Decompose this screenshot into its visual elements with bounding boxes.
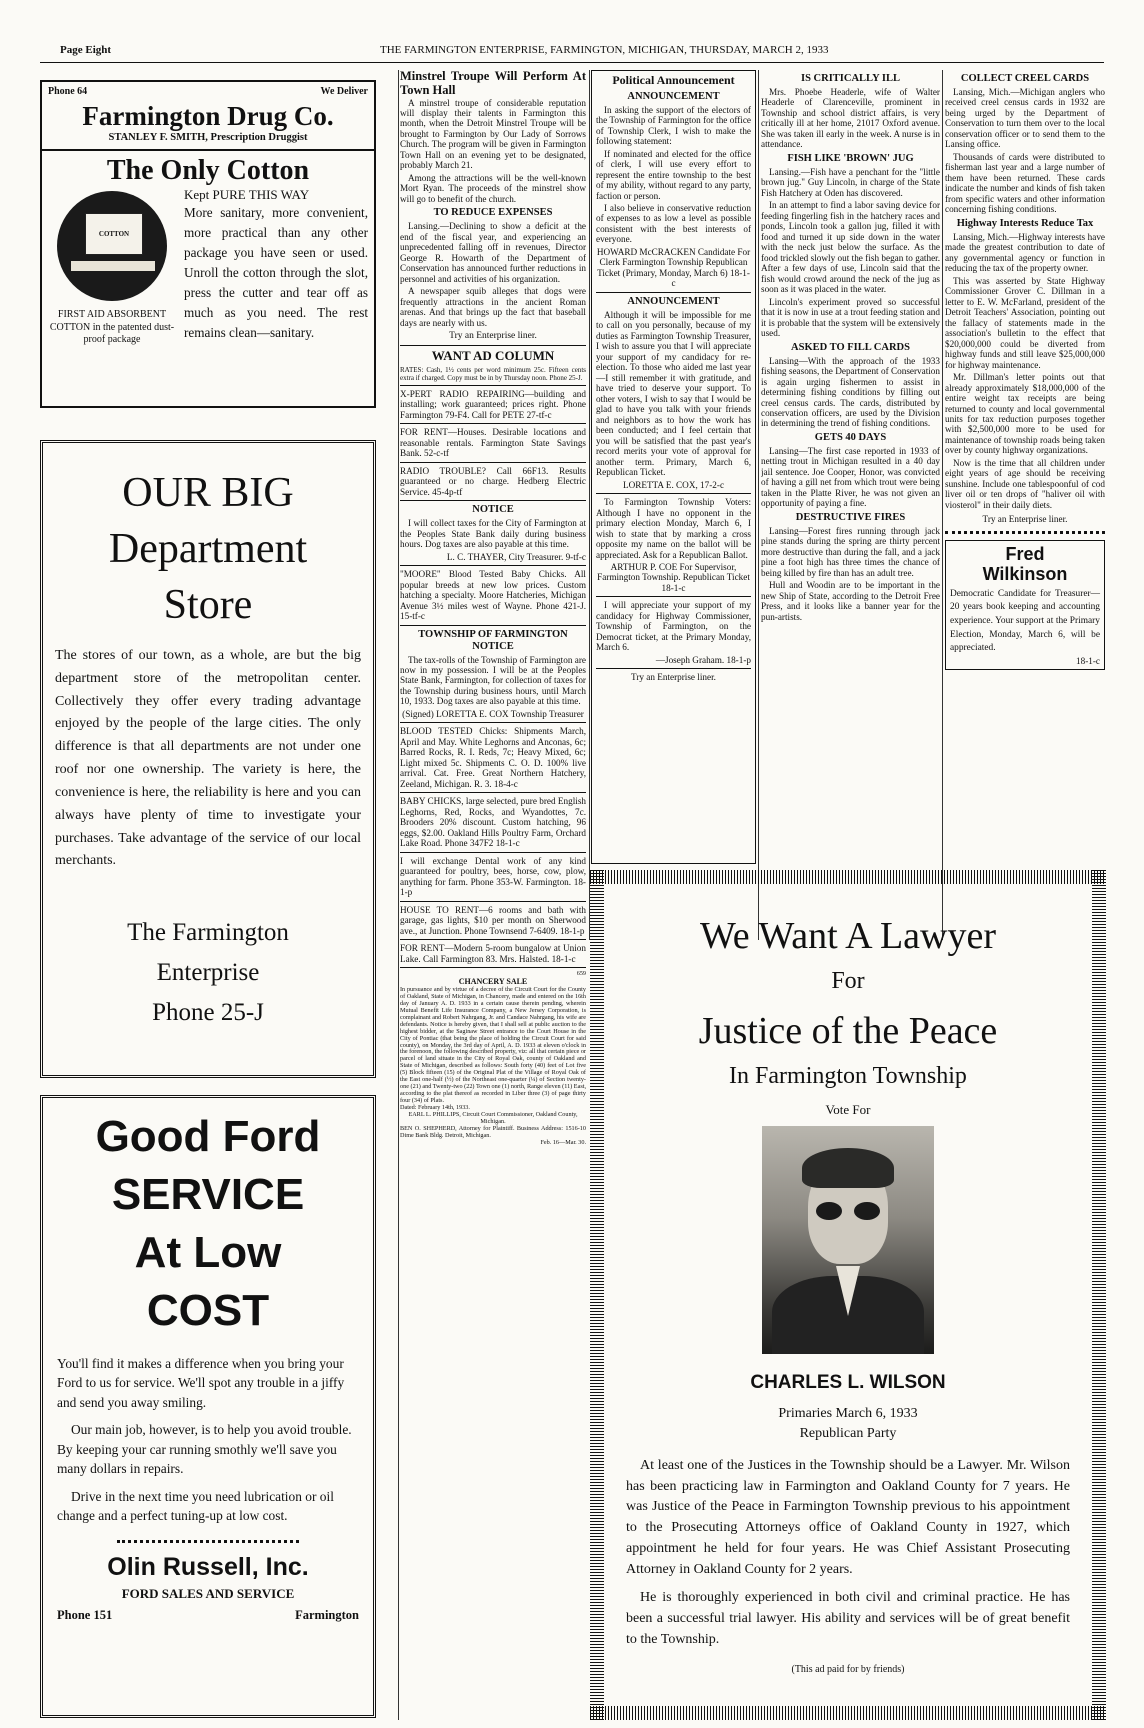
ford-tagline: FORD SALES AND SERVICE [121,1585,295,1601]
classified-ad: FOR RENT—Houses. Desirable locations and reasonable rentals. Farmington State Savings Bank. 52-c-tf [400,427,586,459]
masthead-rule [40,62,1104,63]
dept-footer3: Phone 25-J [152,999,264,1027]
article-paragraph: I also believe in conservative reduction of expenses to as low a level as possible consistent with the best interests of everyone. [596,203,751,245]
reduce-headline: TO REDUCE EXPENSES [433,207,553,219]
ford-line3: At Low [134,1228,282,1277]
classified-ad: FOR RENT—Modern 5-room bungalow at Union Lake. Call Farmington 83. Mrs. Halsted. 18-1-c [400,943,586,964]
announcement-signature: —Joseph Graham. 18-1-p [655,654,751,665]
classified-ad: RADIO TROUBLE? Call 66F13. Results guaranteed or no charge. Hedberg Electric Service. 45-4p-tf [400,465,586,497]
lawyer-party: Republican Party [799,1426,897,1441]
article-paragraph: Lansing.—Declining to show a deficit at the end of the fiscal year, and experiencing an unprecedented falling off in revenues, Director George R. Howarth of the Department of Conservation has announced further reductions in personnel and activities of his organization. [400,221,586,284]
article-paragraph: Mrs. Phoebe Headerle, wife of Walter Headerle of Clarenceville, prominent in Township and school district affairs, is very critically ill at her home, 21017 Oxford avenue. She was taken ill early in the week. A nurse is in attendance. [761,86,940,150]
drug-caption: FIRST AID ABSORBENT COTTON in the patented dust-proof package [49,309,175,345]
drug-co-ad [40,80,376,408]
article-paragraph: I will appreciate your support of my candidacy for Highway Commissioner, Township of Farmington, on the Democrat ticket, at the Primary Monday, March 6. [596,600,751,653]
dept-footer1: The Farmington [127,919,289,947]
article-paragraph: A newspaper squib alleges that dogs were frequently attractions in the ancient Roman arenas. And that brings up the fact that baseball days are nearly with us. [400,286,586,328]
article-paragraph: Lansing—With the approach of the 1933 fishing seasons, the Department of Conservation is again urging fishermen to assist in determining fishing conditions by filling out creel census cards. The cards, distributed by conservation officers, are used by the Division in determining the trend of fishing conditions. [761,355,940,429]
lawyer-p2: He is thoroughly experienced in both civil and criminal practice. He has been a successful trial lawyer. His ability and services will be of great benefit to the Township. [626,1590,1070,1647]
classified-ad: BABY CHICKS, large selected, pure bred English Leghorns, Red, Rocks, and Wyandottes, 7c. Brooders 20% discount. Custom hatching, 96 eggs, $2.00. Oakland Hills Poultry Farm, Orchard Lake Road. Phone 347F2 18-1-c [400,796,586,849]
notice-headline: NOTICE [472,504,514,516]
cards-headline: ASKED TO FILL CARDS [791,341,910,353]
article-paragraph: To Farmington Township Voters: Although I have no opponent in the primary election Monday, March 6, I wish to state that by marking a cross opposite my name on the ballot will be appreciated. Ask for a Republican Ballot. [596,497,751,560]
chancery-number: 659 [576,970,586,978]
stripe-border [590,870,604,1720]
announcement-signature: ARTHUR P. COE For Supervisor, Farmington Township. Republican Ticket 18-1-c [597,561,750,593]
try-liner: Try an Enterprise liner. [982,514,1068,525]
want-ad-headline: WANT AD COLUMN [431,347,555,363]
article-paragraph: Lincoln's experiment proved so successful that it is now in use at a trout feeding station and it is probable that the system will be extensively used. [761,296,940,339]
column-rule [589,70,590,940]
wilkinson-body: Democratic Candidate for Treasurer—20 years book keeping and accounting experience. Your support at the Primary Election, Monday, March 6, will be appreciated. [950,588,1100,654]
political-headline: Political Announcement [612,73,735,87]
drug-body: More sanitary, more convenient, more practical than any other package you have seen or used. Unroll the cotton through the slot, press the cutter and tear off as much as you need. The rest remains clean—sanitary. [184,205,368,341]
article-paragraph: In an attempt to find a labor saving device for feeding fingerling fish in the hatchery races and ponds, Lincoln took a gallon jug, filled it with food and turned it up side down in the water with the neck just below the surface. As the food trickled slowly out the fish began to gather. After a few days of use, Lincoln said that the fish would crowd around the neck of the jug as soon as it was placed in the water. [761,200,940,295]
classified-ad: "MOORE" Blood Tested Baby Chicks. All popular breeds at new low prices. Custom hatching a specialty. Moore Hatcheries, Michigan Avenue 3½ miles west of Wayne. Phone 421-J. 15-tf-c [400,569,586,622]
classified-ad: I will exchange Dental work of any kind guaranteed for poultry, bees, horse, cow, plow, anything for farm. Phone 353-W. Farmington. 18-1-p [400,855,586,898]
article-paragraph: Thousands of cards were distributed to fisherman last year and a large number of them have been returned. These cards indicate the number and kinds of fish taken from specific waters and other information concerning fishing conditions. [945,151,1105,215]
try-liner: Try an Enterprise liner. [631,672,716,683]
highway-headline: Highway Interests Reduce Tax [956,217,1094,229]
article-paragraph: Among the attractions will be the well-known Mort Ryan. The proceeds of the minstrel show will go to benefit of the church. [400,172,586,204]
ford-p1: You'll find it makes a difference when you bring your Ford to us for service. We'll spot any trouble in a jiffy and send you away smiling. [57,1356,345,1410]
drug-headline: The Only Cotton [106,155,310,186]
chancery-body: In pursuance and by virtue of a decree of the Circuit Court for the County of Oakland, State of Michigan, in Chancery, made and entered on the 16th day of January A. D. 1933 in a certain cause therein pending, wherein Mutual Benefit Life Insurance Company, a New Jersey Corporation, is complainant and Robert Nahrgang, Jr. and Candace Nahrgang, his wife are defendants. Notice is hereby given, that I shall sell at public auction to the highest bidder, at the Saginaw Street entrance to the Court House in the City of Pontiac (that being the place of holding the Circuit Court for said county), on Monday, the 3rd day of April, A. D. 1933 at eleven o'clock in the forenoon, the following described property, viz: all that certain piece or parcel of land situate in the City of Royal Oak, county of Oakland and State of Michigan, described as follows: South forty (40) feet of Lot five (5) Block fifteen (15) of the Original Plat of the Village of Royal Oak of the East one-half (½) of the Northeast one-quarter (¼) of Section twenty-one (21) and Twenty-two (22) Town one (1) north, Range eleven (11) East, according to the plat thereof as recorded in Liber three (3) of page thirty four (34) of Plats. [400,986,586,1104]
notice-body: I will collect taxes for the City of Farmington at the Peoples State Bank daily during business hours. Dog taxes are also payable at this time. [400,518,586,550]
want-ad-rates: RATES: Cash, 1½ cents per word minimum 25c. Fifteen cents extra if charged. Copy must be in by Thursday noon. Phone 25-J. [400,365,586,382]
drug-deliver: We Deliver [320,86,368,97]
candidate-name: CHARLES L. WILSON [750,1372,946,1393]
classified-ad: BLOOD TESTED Chicks: Shipments March, April and May. White Leghorns and Anconas, 6c; Barred Rocks, R. I. Reds, 7c; Heavy Mixed, 6c; Light mixed 5c. Shipments C. O. D. 100% live arrival. Cat. Free. Great Northern Hatchery, Zeeland, Michigan. R. 3. 18-4-c [400,726,586,789]
column-6 [945,70,1105,864]
chancery-signature: EARL L. PHILLIPS, Circuit Court Commissioner, Oakland County, Michigan. [408,1110,578,1125]
article-paragraph: Lansing, Mich.—Highway interests have made the greatest contribution to date of any governmental agency or function in reducing the tax of the property owner. [945,231,1105,274]
ill-headline: IS CRITICALLY ILL [800,73,900,84]
dept-body: The stores of our town, as a whole, are but the big department store of the metropolitan center. Collectively they offer every trading advantage enjoyed by the people of the large cities. The only difference is that all departments are not under one roof nor one ownership. The variety is here, the convenience is here, the reliability is here and you can always have plenty of time to investigate your purchases. Take advantage of the service of our local merchants. [55,648,361,869]
wilkinson-code: 18-1-c [1076,655,1100,666]
article-paragraph: If nominated and elected for the office of clerk, I will use every effort to represent the entire township to the best of my ability, without regard to any party, faction or person. [596,148,751,201]
announcement-headline: ANNOUNCEMENT [627,295,720,307]
article-paragraph: Although it will be impossible for me to call on you personally, because of my duties as Farmington Township Treasurer, I wish to assure you that I will appreciate your support of my candidacy for re-election. To those who aided me last year—I still remember it with gratitude, and have tried to deserve your support. To other voters, I wish to say that I would be glad to have you talk with your friends and neighbors as to how the work has been conducted; and I feel certain that you will be satisfied that the past year's record merits your vote of approval for another term. Primary, March 6, Republican Ticket. [596,309,751,478]
column-3 [400,70,586,1720]
classified-ad: HOUSE TO RENT—6 rooms and bath with garage, gas lights, $10 per month on Sherwood ave., at Junction. Phone Townsend 7-6409. 18-1-p [400,904,586,936]
political-announcements [591,70,756,864]
article-paragraph: A minstrel troupe of considerable reputation will display their talents in Farmington this month, when the Detroit Minstrel Troupe will be brought to Farmington by Our Lady of Sorrows Church. The program will be given in Farmington Town Hall on an evening yet to be designated, probably March 21. [400,97,586,171]
department-store-ad [40,440,376,1078]
article-paragraph: Now is the time that all children under eight years of age should be receiving sunshine. Include one tablespoonful of cod liver oil or ten drops of "haliver oil with viosterol" in their daily diets. [945,457,1105,510]
announcement-signature: LORETTA E. COX, 17-2-c [622,479,725,490]
page-number: Page Eight [60,44,112,56]
township-notice-headline: TOWNSHIP OF FARMINGTON NOTICE [418,628,568,652]
chancery-run-dates: Feb. 16—Mar. 30. [540,1138,586,1146]
wilkinson-name-first: Fred [1005,543,1045,564]
chancery-sale [400,971,586,1146]
lawyer-vote: Vote For [825,1102,871,1117]
drug-phone: Phone 64 [48,86,88,97]
township-signature: (Signed) LORETTA E. COX Township Treasurer [402,708,584,719]
column-5 [761,70,940,864]
candidate-photo [762,1126,934,1354]
ford-p2: Our main job, however, is to help you avoid trouble. By keeping your car running smothly we'll save you many dollars in repairs. [57,1422,352,1477]
ford-service-ad [40,1095,376,1718]
stripe-border [1092,870,1106,1720]
lawyer-line4: In Farmington Township [729,1063,967,1089]
column-rule [758,70,759,940]
ford-line2: SERVICE [111,1170,305,1219]
days-headline: GETS 40 DAYS [814,431,887,443]
lawyer-line3: Justice of the Peace [698,1010,998,1052]
township-notice-body: The tax-rolls of the Township of Farmington are now in my possession. I will be at the Peoples State Bank, Farmington, for collection of taxes for the Township during business hours, until March 10, 1933. Dog taxes are also payable at this time. [400,654,586,707]
article-paragraph: In asking the support of the electors of the Township of Farmington for the office of Township Clerk, I wish to make the following statement: [596,104,751,147]
ford-phone: Phone 151 [57,1607,113,1622]
article-paragraph: This was asserted by State Highway Commissioner Grover C. Dillman in a letter to E. W. McFarland, president of the Detroit Teachers' Association, pointing out the fallacy of statements made in the association's bulletin to the effect that $20,000,000 could be diverted from highway funds and still leave $25,000,000 for highway maintenance. [945,275,1105,370]
stripe-border [590,1706,1106,1720]
ford-dealer-name: Olin Russell, Inc. [107,1552,309,1581]
drug-proprietor: STANLEY F. SMITH, Prescription Druggist [108,132,308,143]
fires-headline: DESTRUCTIVE FIRES [795,511,906,523]
notice-signature: L. C. THAYER, City Treasurer. 9-tf-c [446,551,586,562]
ford-line4: COST [146,1286,270,1335]
lawyer-line2: For [831,968,865,994]
lawyer-paid: (This ad paid for by friends) [791,1664,905,1676]
lawyer-ad [590,870,1106,1720]
article-paragraph: Lansing.—Fish have a penchant for the "little brown jug." Guy Lincoln, in charge of the State Fish Hatchery at Oden has discovered. [761,166,940,198]
article-paragraph: Lansing—Forest fires running through jack pine stands during the spring are thirty percent more destructive than during the fall, and a jack pine a foot high has three times the chance of being killed by fire than has an adult tree. [761,525,940,578]
drug-name: Farmington Drug Co. [82,101,334,131]
masthead [60,44,1104,60]
ford-divider [117,1540,299,1543]
classified-ad: X-PERT RADIO REPAIRING—building and installing; work guaranteed; prices right. Phone Farmington 79-F4. Call for PETE 27-tf-c [400,388,586,420]
creel-headline: COLLECT CREEL CARDS [960,73,1090,84]
cotton-package-icon: COTTON [57,191,167,301]
lawyer-p1: At least one of the Justices in the Township should be a Lawyer. Mr. Wilson has been practicing law in Farmington and Oakland County for 7 years. He was Justice of the Peace in Farmington Township previous to his appointment to the Prosecuting Attorneys office of Oakland County in 1927, which appointment he held for four years. He was Chief Assistant Prosecuting Attorney in Oakland County for 2 years. [626,1458,1070,1577]
dept-line2: Department [108,526,308,572]
dateline: THE FARMINGTON ENTERPRISE, FARMINGTON, MICHIGAN, THURSDAY, MARCH 2, 1933 [380,44,829,56]
lawyer-line1: We Want A Lawyer [699,915,997,957]
minstrel-headline: Minstrel Troupe Will Perform At Town Hall [400,70,586,97]
drug-subhead: Kept PURE THIS WAY [184,187,310,202]
announcement-headline: ANNOUNCEMENT [627,90,720,102]
stripe-border [590,870,1106,884]
wilkinson-ad [945,540,1105,671]
dept-line3: Store [163,582,253,628]
article-paragraph: Lansing—The first case reported in 1933 of netting trout in Michigan resulted in a 40 day jail sentence. Joe Cooper, Honor, was convicted of having a gill net from which trout were being taken in the Platte River, he was not given an opportunity of paying a fine. [761,445,940,509]
fish-headline: FISH LIKE 'BROWN' JUG [787,152,914,164]
chancery-dated: Dated: February 14th, 1933. [400,1103,470,1111]
announcement-signature: HOWARD McCRACKEN Candidate For Clerk Farmington Township Republican Ticket (Primary, Monday, March 6) 18-1-c [596,246,751,289]
chancery-headline: CHANCERY SALE [458,977,528,987]
article-paragraph: Mr. Dillman's letter points out that already approximately $18,000,000 of the entire weight tax receipts are being returned to county and local governmental units for tax reduction purposes together with $2,500,000 more to be used for maintenance of township roads being taken over by county highway organizations. [945,372,1105,456]
lawyer-primaries: Primaries March 6, 1933 [778,1406,918,1421]
try-liner: Try an Enterprise liner. [449,331,537,342]
dept-line1: OUR BIG [122,470,294,516]
ford-line1: Good Ford [95,1112,321,1161]
article-paragraph: Lansing, Mich.—Michigan anglers who received creel census cards in 1932 are being urged by the Department of Conservation to turn them over to the local conservation officer or to send them to the Lansing office. [945,86,1105,150]
chancery-attorney: BEN O. SHEPHERD, Attorney for Plaintiff. Business Address: 1516-10 Dime Bank Bldg. Detroit, Michigan. [400,1124,586,1139]
wilkinson-name-last: Wilkinson [982,564,1068,585]
dept-footer2: Enterprise [156,959,260,987]
article-paragraph: Hull and Woodin are to be important in the new Ship of State, according to the Detroit Free Press, and it looks like a banner year for the pun-artists. [761,580,940,622]
column-rule [398,70,399,1720]
ford-p3: Drive in the next time you need lubrication or oil change and a perfect tuning-up at low cost. [57,1488,334,1524]
column-rule [942,70,943,940]
ford-town: Farmington [295,1607,359,1622]
